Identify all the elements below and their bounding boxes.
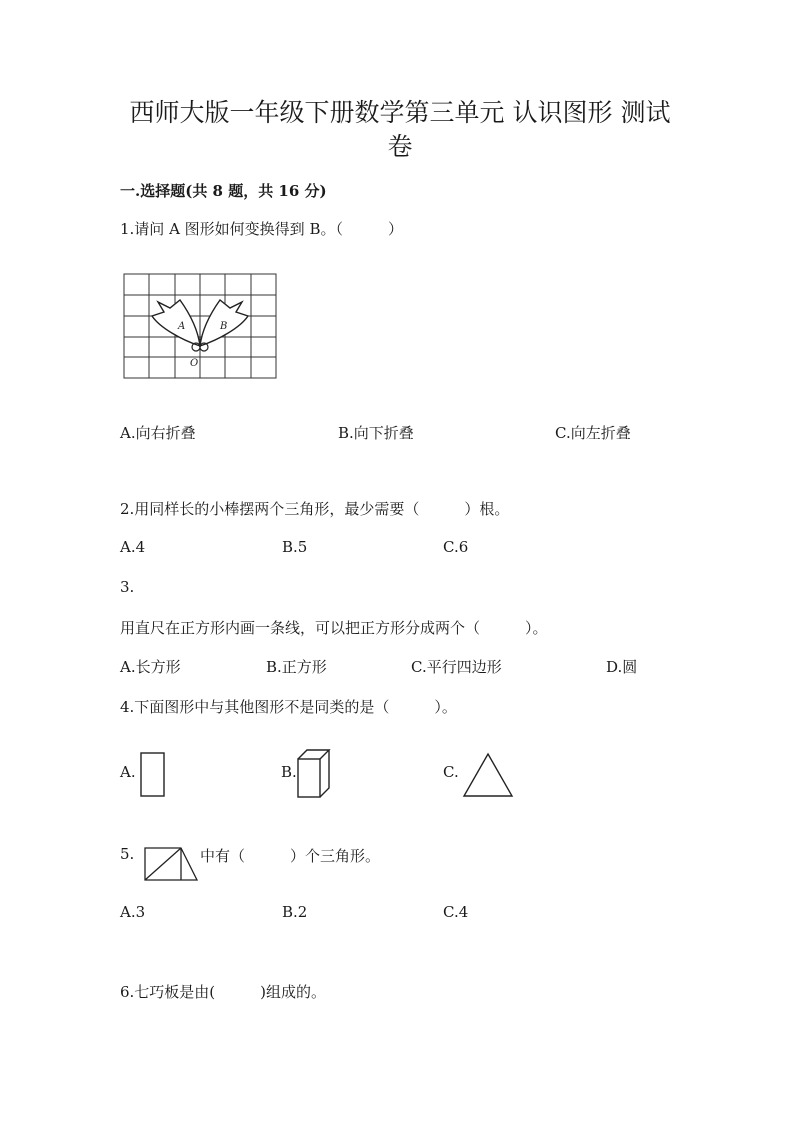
label-b: B — [220, 321, 228, 332]
page-title — [120, 96, 680, 164]
q2-option-b[interactable]: B.5 — [282, 538, 308, 556]
q5-option-b[interactable]: B.2 — [282, 903, 308, 921]
question-5-number: 5. — [120, 845, 135, 863]
q3-option-d[interactable]: D.圆 — [606, 658, 638, 676]
q1-option-b[interactable]: B.向下折叠 — [338, 424, 414, 442]
question-2-stem: 2.用同样长的小棒摆两个三角形，最少需要（ ）根。 — [120, 500, 510, 518]
question-1-stem: 1.请问 A 图形如何变换得到 B。（ ） — [120, 220, 403, 238]
question-4-stem: 4.下面图形中与其他图形不是同类的是（ ）。 — [120, 698, 457, 716]
q4-option-c[interactable]: C. — [443, 763, 459, 781]
q3-option-c[interactable]: C.平行四边形 — [411, 658, 502, 676]
question-3-number: 3. — [120, 578, 135, 596]
q2-option-c[interactable]: C.6 — [443, 538, 469, 556]
title-line-2: 卷 — [387, 132, 413, 161]
question-5-stem: 中有（ ）个三角形。 — [200, 847, 381, 865]
q4-option-a[interactable]: A. — [120, 763, 136, 781]
question-3-stem: 用直尺在正方形内画一条线，可以把正方形分成两个（ ）。 — [120, 619, 548, 637]
q4-option-b[interactable]: B. — [281, 763, 297, 781]
q5-triangle-figure — [143, 846, 199, 882]
q1-figure-grid — [124, 274, 284, 380]
q2-option-a[interactable]: A.4 — [120, 538, 146, 556]
label-a: A — [178, 321, 186, 332]
q4-triangle-shape — [462, 752, 514, 798]
petal-a-shape — [152, 300, 200, 346]
q1-option-c[interactable]: C.向左折叠 — [555, 424, 631, 442]
label-o: O — [190, 358, 199, 369]
q4-cuboid-shape — [296, 748, 332, 800]
q3-option-b[interactable]: B.正方形 — [266, 658, 327, 676]
title-line-1: 西师大版一年级下册数学第三单元 认识图形 测试 — [129, 98, 671, 127]
q5-option-c[interactable]: C.4 — [443, 903, 469, 921]
q1-option-a[interactable]: A.向右折叠 — [120, 424, 196, 442]
q3-option-a[interactable]: A.长方形 — [120, 658, 181, 676]
section-heading: 一.选择题(共 8 题，共 16 分) — [120, 182, 327, 200]
q5-option-a[interactable]: A.3 — [120, 903, 146, 921]
question-6-stem: 6.七巧板是由( )组成的。 — [120, 983, 327, 1001]
q4-rectangle-shape — [140, 752, 166, 798]
